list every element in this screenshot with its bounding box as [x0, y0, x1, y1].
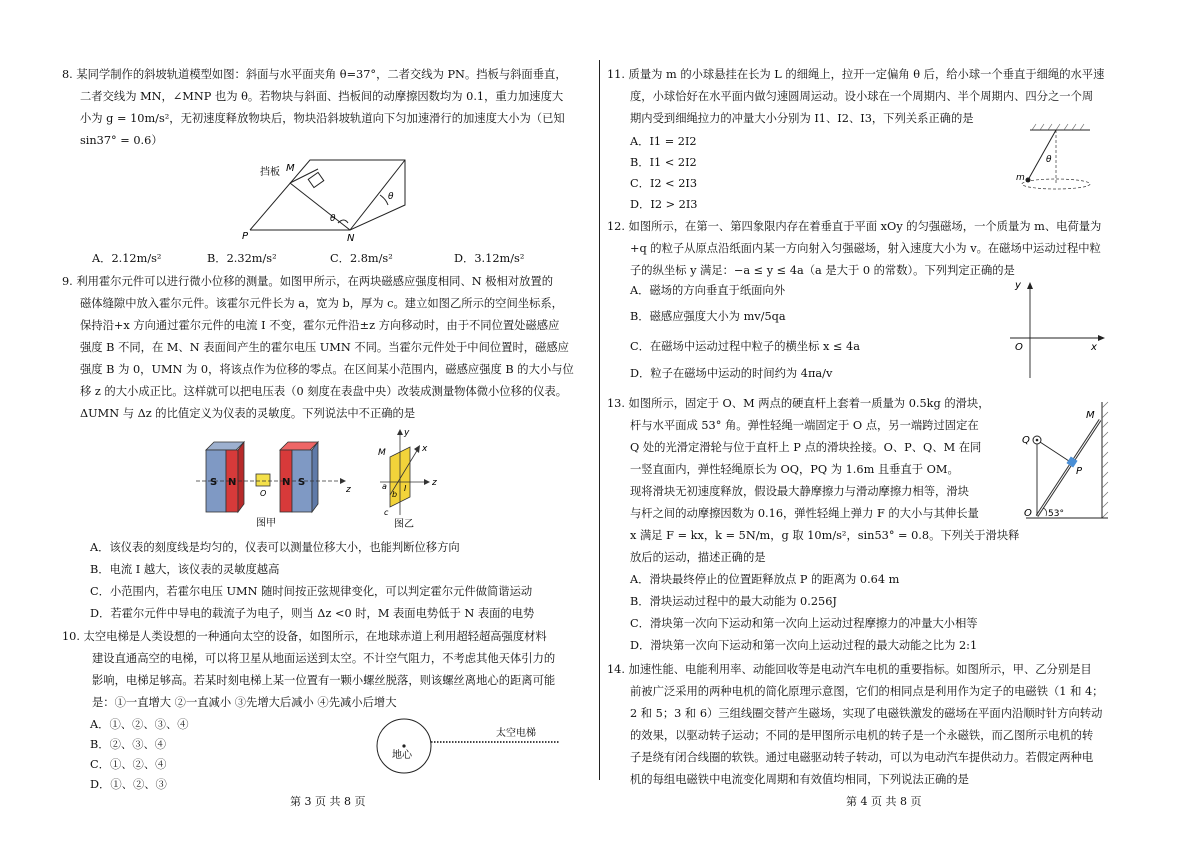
- q9-line-1: 9. 利用霍尔元件可以进行微小位移的测量。如图甲所示，在两块磁感应强度相同、N 极相对放置的: [62, 275, 554, 288]
- q11-figure-pendulum: [1010, 122, 1110, 197]
- q12-label-o: O: [1015, 342, 1023, 353]
- left-page-footer: 第 3 页 共 8 页: [290, 795, 366, 808]
- q10-line-3: 影响，电梯足够高。若某时刻电梯上某一位置有一颗小螺丝脱落，则该螺丝离地心的距离可能: [92, 674, 556, 687]
- q10-option-c: C．①、②、④: [90, 758, 167, 771]
- q14-line-5: 子是绕有闭合线圈的软铁。通过电磁驱动转子转动，可以为电动汽车提供动力。若假定两种电: [630, 751, 1094, 764]
- q14-line-2: 前被广泛采用的两种电机的简化原理示意图，它们的相同点是利用作为定子的电磁铁（1 和 4；: [630, 685, 1104, 698]
- q11-line-3: 期内受到细绳拉力的冲量大小分别为 I1、I2、I3，下列关系正确的是: [630, 112, 974, 125]
- q9-label-c: c: [384, 508, 389, 517]
- q9-label-o: O: [260, 489, 267, 498]
- q9-option-b: B．电流 I 越大，该仪表的灵敏度越高: [90, 563, 280, 576]
- q9-option-c: C．小范围内，若霍尔电压 UMN 随时间按正弦规律变化，可以判定霍尔元件做简谐运动: [90, 585, 533, 598]
- q8-label-theta-2: θ: [388, 192, 394, 202]
- q12-line-1: 12. 如图所示，在第一、第四象限内存在着垂直于平面 xOy 的匀强磁场，一个质量为 m、电荷量为: [607, 220, 1102, 233]
- q9-option-d: D．若霍尔元件中导电的载流子为电子，则当 Δz <0 时，M 表面电势低于 N 表面的电势: [90, 607, 535, 620]
- q10-label-elevator: 太空电梯: [496, 728, 536, 739]
- q8-line-4: sin37° = 0.6）: [80, 134, 163, 147]
- q12-figure-axes: [1005, 278, 1115, 383]
- q9-label-n1: N: [228, 477, 237, 488]
- q10-label-center: 地心: [392, 750, 412, 761]
- q9-figure-yi: [370, 425, 450, 530]
- q13-label-q: Q: [1022, 435, 1030, 446]
- q13-line-5: 现将滑块无初速度释放，假设最大静摩擦力与滑动摩擦力相等，滑块: [630, 485, 969, 498]
- q11-line-2: 度，小球恰好在水平面内做匀速圆周运动。设小球在一个周期内、半个周期内、四分之一个周: [630, 90, 1094, 103]
- q8-option-a: A．2.12m/s²: [92, 252, 162, 265]
- q13-label-p: P: [1076, 466, 1083, 477]
- q9-line-7: ΔUMN 与 Δz 的比值定义为仪表的灵敏度。下列说法中不正确的是: [80, 407, 416, 420]
- q12-label-y: y: [1015, 280, 1021, 291]
- q9-line-2: 磁体缝隙中放入霍尔元件。该霍尔元件长为 a，宽为 b，厚为 c。建立如图乙所示的空间坐标系，: [80, 297, 563, 310]
- q9-label-n2: N: [282, 477, 291, 488]
- q9-label-s2: S: [298, 477, 306, 488]
- q9-label-s1: S: [210, 477, 218, 488]
- q8-option-c: C．2.8m/s²: [330, 252, 393, 265]
- q8-label-board: 挡板: [260, 167, 280, 178]
- q12-line-2: +q 的粒子从原点沿纸面内某一方向射入匀强磁场，射入速度大小为 v。在磁场中运动过程中粒: [630, 242, 1101, 255]
- q11-option-a: A．I1 = 2I2: [630, 135, 697, 148]
- q12-option-b: B．磁感应强度大小为 mv/5qa: [630, 310, 786, 323]
- q9-line-4: 强度 B 不同，在 M、N 表面间产生的霍尔电压 UMN 不同。当霍尔元件处于中间位置时，磁感应: [80, 341, 569, 354]
- q13-option-a: A．滑块最终停止的位置距释放点 P 的距离为 0.64 m: [630, 573, 900, 586]
- q12-line-3: 子的纵坐标 y 满足：−a ≤ y ≤ 4a（a 是大于 0 的常数）。下列判定正确的是: [630, 264, 1015, 277]
- q9-line-6: 移 z 的大小成正比。这样就可以把电压表（0 刻度在表盘中央）改装成测量物体微小位移的仪表。: [80, 385, 568, 398]
- q8-option-b: B．2.32m/s²: [207, 252, 277, 265]
- q9-label-z2: z: [432, 478, 437, 488]
- q13-option-b: B．滑块运动过程中的最大动能为 0.256J: [630, 595, 837, 608]
- q13-line-8: 放后的运动，描述正确的是: [630, 551, 766, 564]
- q9-label-m: M: [378, 448, 386, 458]
- q14-line-3: 2 和 5；3 和 6）三组线圈交替产生磁场，实现了电磁铁激发的磁场在平面内沿顺时针方向转动: [630, 707, 1103, 720]
- q9-figure-jia: [196, 430, 356, 530]
- q9-label-b: b: [392, 490, 398, 499]
- q13-line-6: 与杆之间的动摩擦因数为 0.16，弹性轻绳上弹力 F 的大小与其伸长量: [630, 507, 979, 520]
- q9-caption-jia: 图甲: [256, 518, 276, 529]
- q11-option-d: D．I2 > 2I3: [630, 198, 698, 211]
- q12-option-d: D．粒子在磁场中运动的时间约为 4πa/v: [630, 367, 833, 380]
- q10-option-d: D．①、②、③: [90, 778, 167, 791]
- q8-line-1: 8. 某同学制作的斜坡轨道模型如图：斜面与水平面夹角 θ=37°，二者交线为 PN。挡板与斜面垂直，: [62, 68, 567, 81]
- q9-line-5: 强度 B 为 0，UMN 为 0，将该点作为位移的零点。在区间某小范围内，磁感应强度 B 的大小与位: [80, 363, 574, 376]
- q9-label-x: x: [422, 444, 428, 454]
- q13-option-d: D．滑块第一次向下运动和第一次向上运动过程的最大动能之比为 2:1: [630, 639, 978, 652]
- q13-line-7: x 满足 F = kx，k = 5N/m，g 取 10m/s²，sin53° = 0.8。下列关于滑块释: [630, 529, 1020, 542]
- q8-label-m: M: [286, 163, 295, 174]
- q10-option-b: B．②、③、④: [90, 738, 167, 751]
- q13-figure-rod: [1012, 400, 1112, 525]
- q9-option-a: A．该仪表的刻度线是均匀的，仪表可以测量位移大小，也能判断位移方向: [90, 541, 460, 554]
- q13-line-2: 杆与水平面成 53° 角。弹性轻绳一端固定于 O 点，另一端跨过固定在: [630, 419, 979, 432]
- right-page-footer: 第 4 页 共 8 页: [846, 795, 922, 808]
- q14-line-4: 的效果，以驱动转子运动；不同的是甲图所示电机的转子是一个永磁铁，而乙图所示电机的转: [630, 729, 1094, 742]
- q9-label-a: a: [382, 482, 387, 491]
- q8-option-d: D．3.12m/s²: [454, 252, 525, 265]
- q13-line-3: Q 处的光滑定滑轮与位于直杆上 P 点的滑块拴接。O、P、Q、M 在同: [630, 441, 982, 454]
- q8-label-n: N: [347, 233, 355, 244]
- q8-figure-slope: [240, 155, 420, 245]
- q13-line-1: 13. 如图所示，固定于 O、M 两点的硬直杆上套着一质量为 0.5kg 的滑块，: [607, 397, 990, 410]
- q10-line-4: 是：①一直增大 ②一直减小 ③先增大后减小 ④先减小后增大: [92, 696, 397, 709]
- q10-option-a: A．①、②、③、④: [90, 718, 189, 731]
- q11-option-b: B．I1 < 2I2: [630, 156, 697, 169]
- q13-label-m: M: [1086, 410, 1095, 421]
- q9-line-3: 保持沿+x 方向通过霍尔元件的电流 I 不变，霍尔元件沿±z 方向移动时，由于不同位置处磁感应: [80, 319, 560, 332]
- q13-line-4: 一竖直面内，弹性轻绳原长为 OQ，PQ 为 1.6m 且垂直于 OM。: [630, 463, 959, 476]
- q13-option-c: C．滑块第一次向下运动和第一次向上运动过程摩擦力的冲量大小相等: [630, 617, 978, 630]
- q9-label-z: z: [346, 485, 351, 495]
- q8-line-3: 小为 g = 10m/s²，无初速度释放物块后，物块沿斜坡轨道向下匀加速滑行的加速度大小为（已知: [80, 112, 565, 125]
- q11-label-theta: θ: [1046, 155, 1052, 165]
- q9-label-i: I: [404, 484, 407, 493]
- column-divider: [599, 60, 600, 780]
- q12-option-a: A．磁场的方向垂直于纸面向外: [630, 284, 786, 297]
- q10-line-1: 10. 太空电梯是人类设想的一种通向太空的设备，如图所示，在地球赤道上利用超轻超高强度材料: [62, 630, 547, 643]
- q10-line-2: 建设直通高空的电梯，可以将卫星从地面运送到太空。不计空气阻力，不考虑其他天体引力的: [92, 652, 556, 665]
- q13-label-angle: 53°: [1048, 509, 1064, 519]
- q11-option-c: C．I2 < 2I3: [630, 177, 698, 190]
- q8-line-2: 二者交线为 MN，∠MNP 也为 θ。若物块与斜面、挡板间的动摩擦因数均为 0.1，重力加速度大: [80, 90, 564, 103]
- q10-figure-elevator: [374, 714, 574, 780]
- q9-label-y: y: [404, 428, 410, 438]
- q12-option-c: C．在磁场中运动过程中粒子的横坐标 x ≤ 4a: [630, 340, 860, 353]
- q14-line-6: 机的每组电磁铁中电流变化周期和有效值均相同，下列说法正确的是: [630, 773, 969, 786]
- q8-label-theta-1: θ: [330, 214, 336, 224]
- q13-label-o: O: [1024, 508, 1032, 519]
- q11-line-1: 11. 质量为 m 的小球悬挂在长为 L 的细绳上，拉开一定偏角 θ 后，给小球一个垂直于细绳的水平速: [607, 68, 1105, 81]
- q11-label-m: m: [1016, 173, 1025, 183]
- q9-caption-yi: 图乙: [394, 519, 414, 530]
- q8-label-p: P: [242, 231, 249, 242]
- q12-label-x: x: [1091, 342, 1097, 353]
- q14-line-1: 14. 加速性能、电能利用率、动能回收等是电动汽车电机的重要指标。如图所示，甲、乙分别是目: [607, 663, 1092, 676]
